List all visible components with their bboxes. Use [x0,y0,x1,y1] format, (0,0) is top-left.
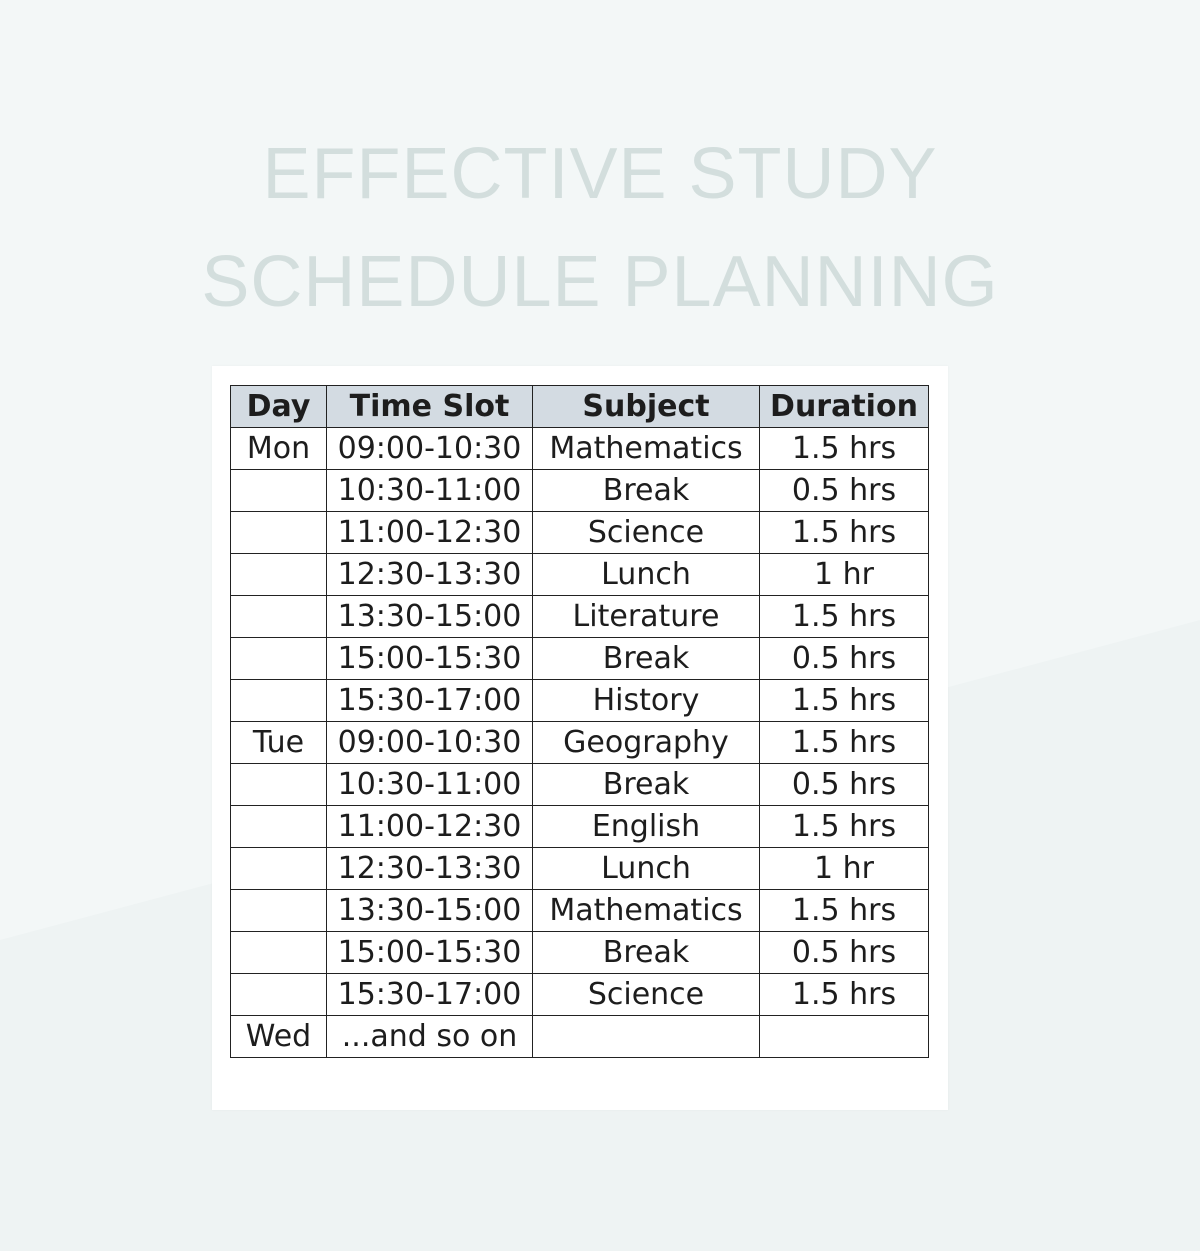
cell-subject: Science [533,974,760,1016]
table-row [231,722,929,764]
page-title [0,120,1200,336]
cell-time-slot: 10:30-11:00 [327,470,533,512]
cell-time-slot: 15:00-15:30 [327,932,533,974]
cell-subject: Break [533,932,760,974]
table-row [231,554,929,596]
cell-duration: 0.5 hrs [760,638,929,680]
cell-time-slot: 09:00-10:30 [327,722,533,764]
cell-subject: English [533,806,760,848]
header-duration: Duration [760,386,929,428]
cell-day [231,470,327,512]
cell-time-slot: 11:00-12:30 [327,512,533,554]
cell-day [231,512,327,554]
cell-day [231,680,327,722]
cell-subject: Break [533,470,760,512]
cell-subject: Break [533,638,760,680]
cell-time-slot: 15:00-15:30 [327,638,533,680]
table-body [231,428,929,1058]
cell-time-slot: 13:30-15:00 [327,596,533,638]
cell-duration: 1 hr [760,554,929,596]
table-row [231,596,929,638]
cell-subject: Lunch [533,848,760,890]
schedule-table [230,385,929,1058]
cell-day [231,848,327,890]
cell-day [231,554,327,596]
table-row [231,974,929,1016]
title-line-2: SCHEDULE PLANNING [201,242,999,322]
cell-time-slot: ...and so on [327,1016,533,1058]
cell-day [231,806,327,848]
cell-day [231,596,327,638]
cell-duration: 1.5 hrs [760,596,929,638]
cell-time-slot: 12:30-13:30 [327,848,533,890]
header-subject: Subject [533,386,760,428]
header-time-slot: Time Slot [327,386,533,428]
cell-duration: 1.5 hrs [760,974,929,1016]
table-row [231,428,929,470]
cell-duration: 1.5 hrs [760,806,929,848]
cell-day [231,932,327,974]
cell-duration: 1.5 hrs [760,890,929,932]
table-row [231,848,929,890]
cell-subject: Mathematics [533,890,760,932]
cell-duration: 0.5 hrs [760,932,929,974]
cell-subject: Mathematics [533,428,760,470]
header-day: Day [231,386,327,428]
cell-subject: Geography [533,722,760,764]
cell-day: Wed [231,1016,327,1058]
cell-day [231,764,327,806]
title-line-1: EFFECTIVE STUDY [262,134,938,214]
cell-subject: Science [533,512,760,554]
cell-time-slot: 15:30-17:00 [327,680,533,722]
table-row [231,764,929,806]
cell-subject: History [533,680,760,722]
header-row [231,386,929,428]
cell-duration: 0.5 hrs [760,470,929,512]
cell-time-slot: 11:00-12:30 [327,806,533,848]
cell-subject: Literature [533,596,760,638]
cell-time-slot: 09:00-10:30 [327,428,533,470]
cell-day: Tue [231,722,327,764]
cell-duration: 1.5 hrs [760,428,929,470]
table-row [231,806,929,848]
table-row [231,890,929,932]
cell-subject [533,1016,760,1058]
table-row [231,680,929,722]
cell-day [231,638,327,680]
cell-subject: Break [533,764,760,806]
cell-duration: 1.5 hrs [760,722,929,764]
cell-time-slot: 15:30-17:00 [327,974,533,1016]
table-row [231,470,929,512]
cell-duration: 1.5 hrs [760,680,929,722]
cell-time-slot: 13:30-15:00 [327,890,533,932]
table-row [231,512,929,554]
cell-day [231,974,327,1016]
cell-duration: 1 hr [760,848,929,890]
cell-subject: Lunch [533,554,760,596]
cell-time-slot: 10:30-11:00 [327,764,533,806]
cell-duration: 1.5 hrs [760,512,929,554]
cell-time-slot: 12:30-13:30 [327,554,533,596]
table-row [231,1016,929,1058]
cell-day [231,890,327,932]
cell-day: Mon [231,428,327,470]
cell-duration: 0.5 hrs [760,764,929,806]
cell-duration [760,1016,929,1058]
table-row [231,638,929,680]
table-row [231,932,929,974]
